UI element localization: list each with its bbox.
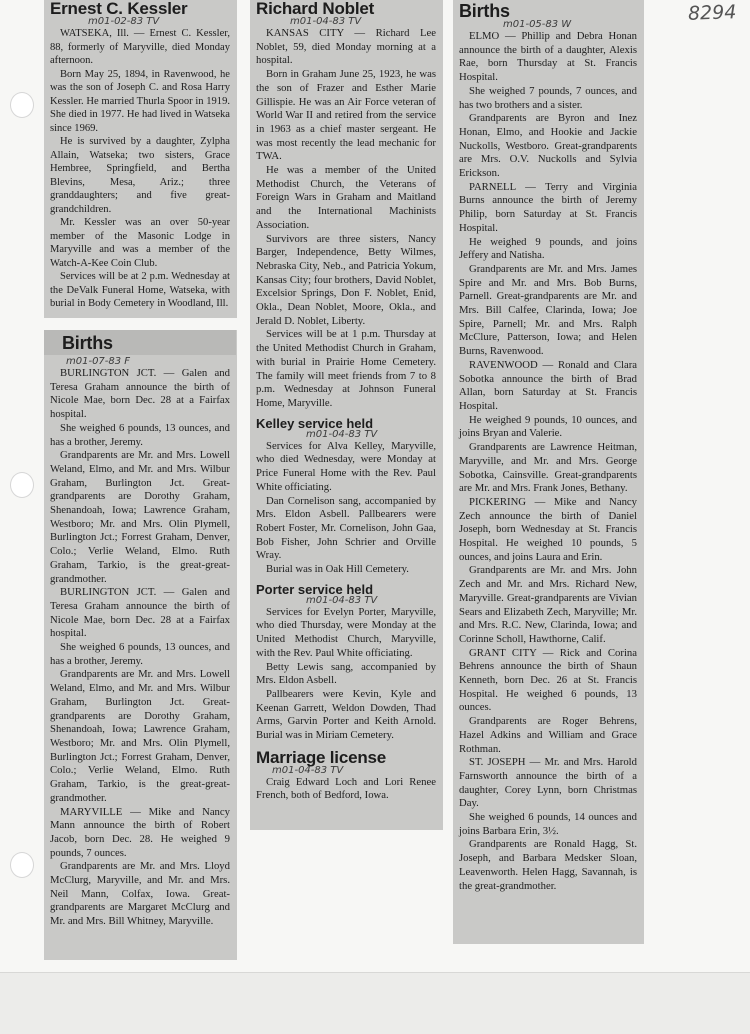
- page-bottom-edge: [0, 972, 750, 1034]
- article-paragraph: Burial was in Oak Hill Cemetery.: [266, 563, 409, 576]
- article-paragraph: BURLINGTON JCT. — Galen and Teresa Graham announce the birth of Nicole Mae, born Dec. 28 at a Fairfax hospital.: [50, 586, 230, 640]
- article-paragraph: Services will be at 2 p.m. Wednesday at the DeValk Funeral Home, Watseka, with burial in Body Cemetery in Woodland, Ill.: [50, 271, 230, 310]
- article-paragraph: Grandparents are Mr. and Mrs. Lowell Weland, Elmo, and Mr. and Mrs. Wilbur Graham, Burlington Jct. Great-grandparents are Dorothy Graham, Shenandoah, Iowa; Lawrence Graham, Westboro; Mr. and Mrs. Olin Plymell, Burlington Jct.; Forrest Graham, Denver, Colo.; Verlie Weland, Elmo. Ruth Graham, Tarkio, is the great-great-grandmother.: [50, 449, 230, 585]
- article-paragraph: He is survived by a daughter, Zylpha Allain, Watseka; two sisters, Grace Hembree, Springfield, and Bertha Blevins, Mesa, Ariz.; three granddaughters; and five great-grandchildren.: [50, 136, 230, 215]
- binder-hole: [10, 472, 34, 498]
- handwritten-date-note: m01-05-83 W: [503, 19, 572, 30]
- article-paragraph: Dan Cornelison sang, accompanied by Mrs. Eldon Asbell. Pallbearers were Robert Foster, Mr. Cornelison, John Gaa, Bob Fisher, John Schrier and Orville Wray.: [256, 494, 436, 562]
- article-paragraph: Born May 25, 1894, in Ravenwood, he was the son of Joseph C. and Rosa Harry Kessler. He married Thurla Spoor in 1919. She died in 1977. He had lived in Watseka since 1969.: [50, 68, 230, 134]
- article-paragraph: Grandparents are Roger Behrens, Hazel Adkins and William and Grace Rothman.: [459, 715, 637, 755]
- obituary-body: [50, 27, 230, 311]
- article-paragraph: PICKERING — Mike and Nancy Zech announce the birth of Daniel Joseph, born Wednesday at St. Francis Hospital. He weighed 10 pounds, 5 ounces, and joins Laura and Erin.: [459, 495, 637, 563]
- article-paragraph: Grandparents are Mr. and Mrs. James Spire and Mr. and Mrs. Bob Burns, Parnell. Great-grandparents are Mr. and Mrs. Bill Calfee, Clarinda, Iowa; Joe Spire, Parnell; Mr. and Mrs. Ralph McClure, Patterson, Iowa; and Helen Burns, Ravenwood.: [459, 262, 637, 358]
- marriage-license-headline: Marriage license: [256, 747, 387, 767]
- handwritten-date-note: m01-07-83 F: [66, 356, 131, 367]
- article-paragraph: Pallbearers were Kevin, Kyle and Keenan Garrett, Weldon Dowden, Thad Arms, Garvin Porter and Keith Arnold. Burial was in Miriam Cemetery.: [256, 687, 436, 742]
- article-paragraph: ST. JOSEPH — Mr. and Mrs. Harold Farnsworth announce the birth of a daughter, Corey Lynn, born Christmas Day.: [459, 756, 637, 810]
- article-paragraph: Services will be at 1 p.m. Thursday at the United Methodist Church in Graham, with burial in Prairie Home Cemetery. The family will meet friends from 7 to 8 p.m. Wednesday at Johnson Funeral Home, Maryville.: [256, 328, 436, 409]
- article-paragraph: Grandparents are Mr. and Mrs. John Zech and Mr. and Mrs. Richard New, Maryville. Great-grandparents are Vivian Sears and Elizabeth Zech, Maryville; Mr. and Mrs. R.C. New, Clarinda, Iowa; and Corinne Scholl, Hawthorne, Calif.: [459, 564, 637, 645]
- handwritten-date-note: m01-04-83 TV: [306, 594, 378, 606]
- article-paragraph: PARNELL — Terry and Virginia Burns announce the birth of Jeremy Philip, born Saturday at St. Francis Hospital.: [459, 180, 637, 234]
- obituary-headline: Ernest C. Kessler: [50, 0, 188, 18]
- handwritten-date-note: m01-04-83 TV: [272, 764, 344, 776]
- article-paragraph: Betty Lewis sang, accompanied by Mrs. Eldon Asbell.: [256, 660, 436, 687]
- article-paragraph: Grandparents are Byron and Inez Honan, Elmo, and Hookie and Jackie Nuckolls, Westboro. Great-grandparents are Mrs. O.V. Nuckolls and Sylvia Erickson.: [459, 112, 637, 180]
- article-paragraph: WATSEKA, Ill. — Ernest C. Kessler, 88, formerly of Maryville, died Monday afternoon.: [50, 28, 230, 67]
- births-clipping-left: [44, 330, 237, 960]
- porter-service-body: [256, 606, 436, 743]
- marriage-license-body: [256, 776, 436, 803]
- obituary-headline: Richard Noblet: [256, 0, 375, 18]
- article-paragraph: BURLINGTON JCT. — Galen and Teresa Graham announce the birth of Nicole Mae, born Dec. 28 at a Fairfax hospital.: [50, 367, 230, 421]
- article-paragraph: ELMO — Phillip and Debra Honan announce the birth of a daughter, Alexis Rae, born Thursday at St. Francis Hospital.: [459, 30, 637, 84]
- article-paragraph: She weighed 6 pounds, 13 ounces, and has a brother, Jeremy.: [50, 641, 230, 667]
- births-clipping-right: [453, 0, 644, 944]
- article-paragraph: She weighed 6 pounds, 13 ounces, and has a brother, Jeremy.: [50, 421, 230, 448]
- births-body: [50, 367, 230, 929]
- binder-hole: [10, 92, 34, 118]
- article-paragraph: Born in Graham June 25, 1923, he was the son of Frazer and Esther Marie Gillispie. He was an Air Force veteran of World War II and retired from the service in 1963 as a chief master sergeant. He was most recently the lead mechanic for TWA.: [256, 68, 436, 163]
- article-paragraph: Survivors are three sisters, Nancy Barger, Independence, Betty Wilmes, Nebraska City, Neb., and Patricia Yokum, Kansas City; four brothers, David Noblet, Excelsior Springs, Don F. Noblet, Enid, Okla., Dean Noblet, Moore, Okla., and Jerald D. Noblet, Liberty.: [256, 232, 436, 327]
- births-headline: Births: [459, 1, 510, 21]
- article-paragraph: Services for Evelyn Porter, Maryville, who died Thursday, were Monday at the United Methodist Church, Maryville, with the Rev. Paul White officiating.: [256, 605, 436, 659]
- article-paragraph: Grandparents are Mr. and Mrs. Lowell Weland, Elmo, and Mr. and Mrs. Wilbur Graham, Burlington Jct. Great-grandparents are Dorothy Graham, Shenandoah, Iowa; Lawrence Graham, Westboro; Mr. and Mrs. Olin Plymell, Burlington Jct.; Forrest Graham, Denver, Colo.; Verlie Weland, Elmo. Ruth Graham, Tarkio, is the great-great-grandmother.: [50, 668, 230, 804]
- article-paragraph: She weighed 6 pounds, 14 ounces and joins Barbara Erin, 3½.: [459, 811, 637, 837]
- obituary-clipping-kessler: [44, 0, 237, 318]
- article-paragraph: Services for Alva Kelley, Maryville, who died Wednesday, were Monday at Price Funeral Home with the Rev. Paul White officiating.: [256, 439, 436, 493]
- obituary-body: [256, 27, 436, 411]
- handwritten-date-note: m01-04-83 TV: [290, 16, 362, 27]
- kelley-service-body: [256, 440, 436, 577]
- porter-service-headline: Porter service held: [256, 581, 374, 597]
- binder-hole: [10, 852, 34, 878]
- article-paragraph: Grandparents are Ronald Hagg, St. Joseph, and Barbara Medsker Sloan, Leavenworth. Helen Hagg, Savannah, is the great-grandmother.: [459, 838, 637, 892]
- article-paragraph: She weighed 7 pounds, 7 ounces, and has two brothers and a sister.: [459, 84, 637, 111]
- obituary-clipping-noblet: [250, 0, 443, 830]
- article-paragraph: Grandparents are Mr. and Mrs. Lloyd McClurg, Maryville, and Mr. and Mrs. Neil Mann, Colfax, Iowa. Great-grandparents are Margaret McClurg and Mr. and Mrs. Bill Whitney, Maryville.: [50, 860, 230, 928]
- handwritten-date-note: m01-04-83 TV: [306, 428, 378, 440]
- handwritten-date-note: m01-02-83 TV: [88, 16, 160, 27]
- births-body: [459, 30, 637, 893]
- article-paragraph: Mr. Kessler was an over 50-year member of the Masonic Lodge in Maryville and was a member of the Watch-A-Kee Coin Club.: [50, 217, 230, 269]
- article-paragraph: RAVENWOOD — Ronald and Clara Sobotka announce the birth of Brad Allan, born Saturday at St. Francis Hospital.: [459, 358, 637, 412]
- article-paragraph: MARYVILLE — Mike and Nancy Mann announce the birth of Robert Jacob, born Dec. 28. He weighed 9 pounds, 7 ounces.: [50, 805, 230, 859]
- article-paragraph: Grandparents are Lawrence Heitman, Maryville, and Mr. and Mrs. George Sobotka, Cainsville. Great-grandparents are Mr. and Mrs. Frank Jones, Bethany.: [459, 441, 637, 495]
- article-paragraph: Craig Edward Loch and Lori Renee French, both of Bedford, Iowa.: [256, 775, 436, 802]
- article-paragraph: GRANT CITY — Rick and Corina Behrens announce the birth of Shaun Kenneth, born Dec. 26 at St. Francis Hospital. He weighed 6 pounds, 13 ounces.: [459, 646, 637, 714]
- article-paragraph: KANSAS CITY — Richard Lee Noblet, 59, died Monday morning at a hospital.: [256, 27, 436, 67]
- article-paragraph: He weighed 9 pounds, and joins Jeffery and Natisha.: [459, 235, 637, 262]
- births-headline-box: [44, 330, 236, 355]
- kelley-service-headline: Kelley service held: [256, 415, 374, 431]
- article-paragraph: He was a member of the United Methodist Church, the Veterans of Foreign Wars in Graham and Maitland and the International Machinists Association.: [256, 164, 436, 231]
- births-headline: Births: [62, 333, 113, 353]
- page-number: 8294: [687, 1, 737, 25]
- article-paragraph: He weighed 9 pounds, 10 ounces, and joins Bryan and Valerie.: [459, 413, 637, 440]
